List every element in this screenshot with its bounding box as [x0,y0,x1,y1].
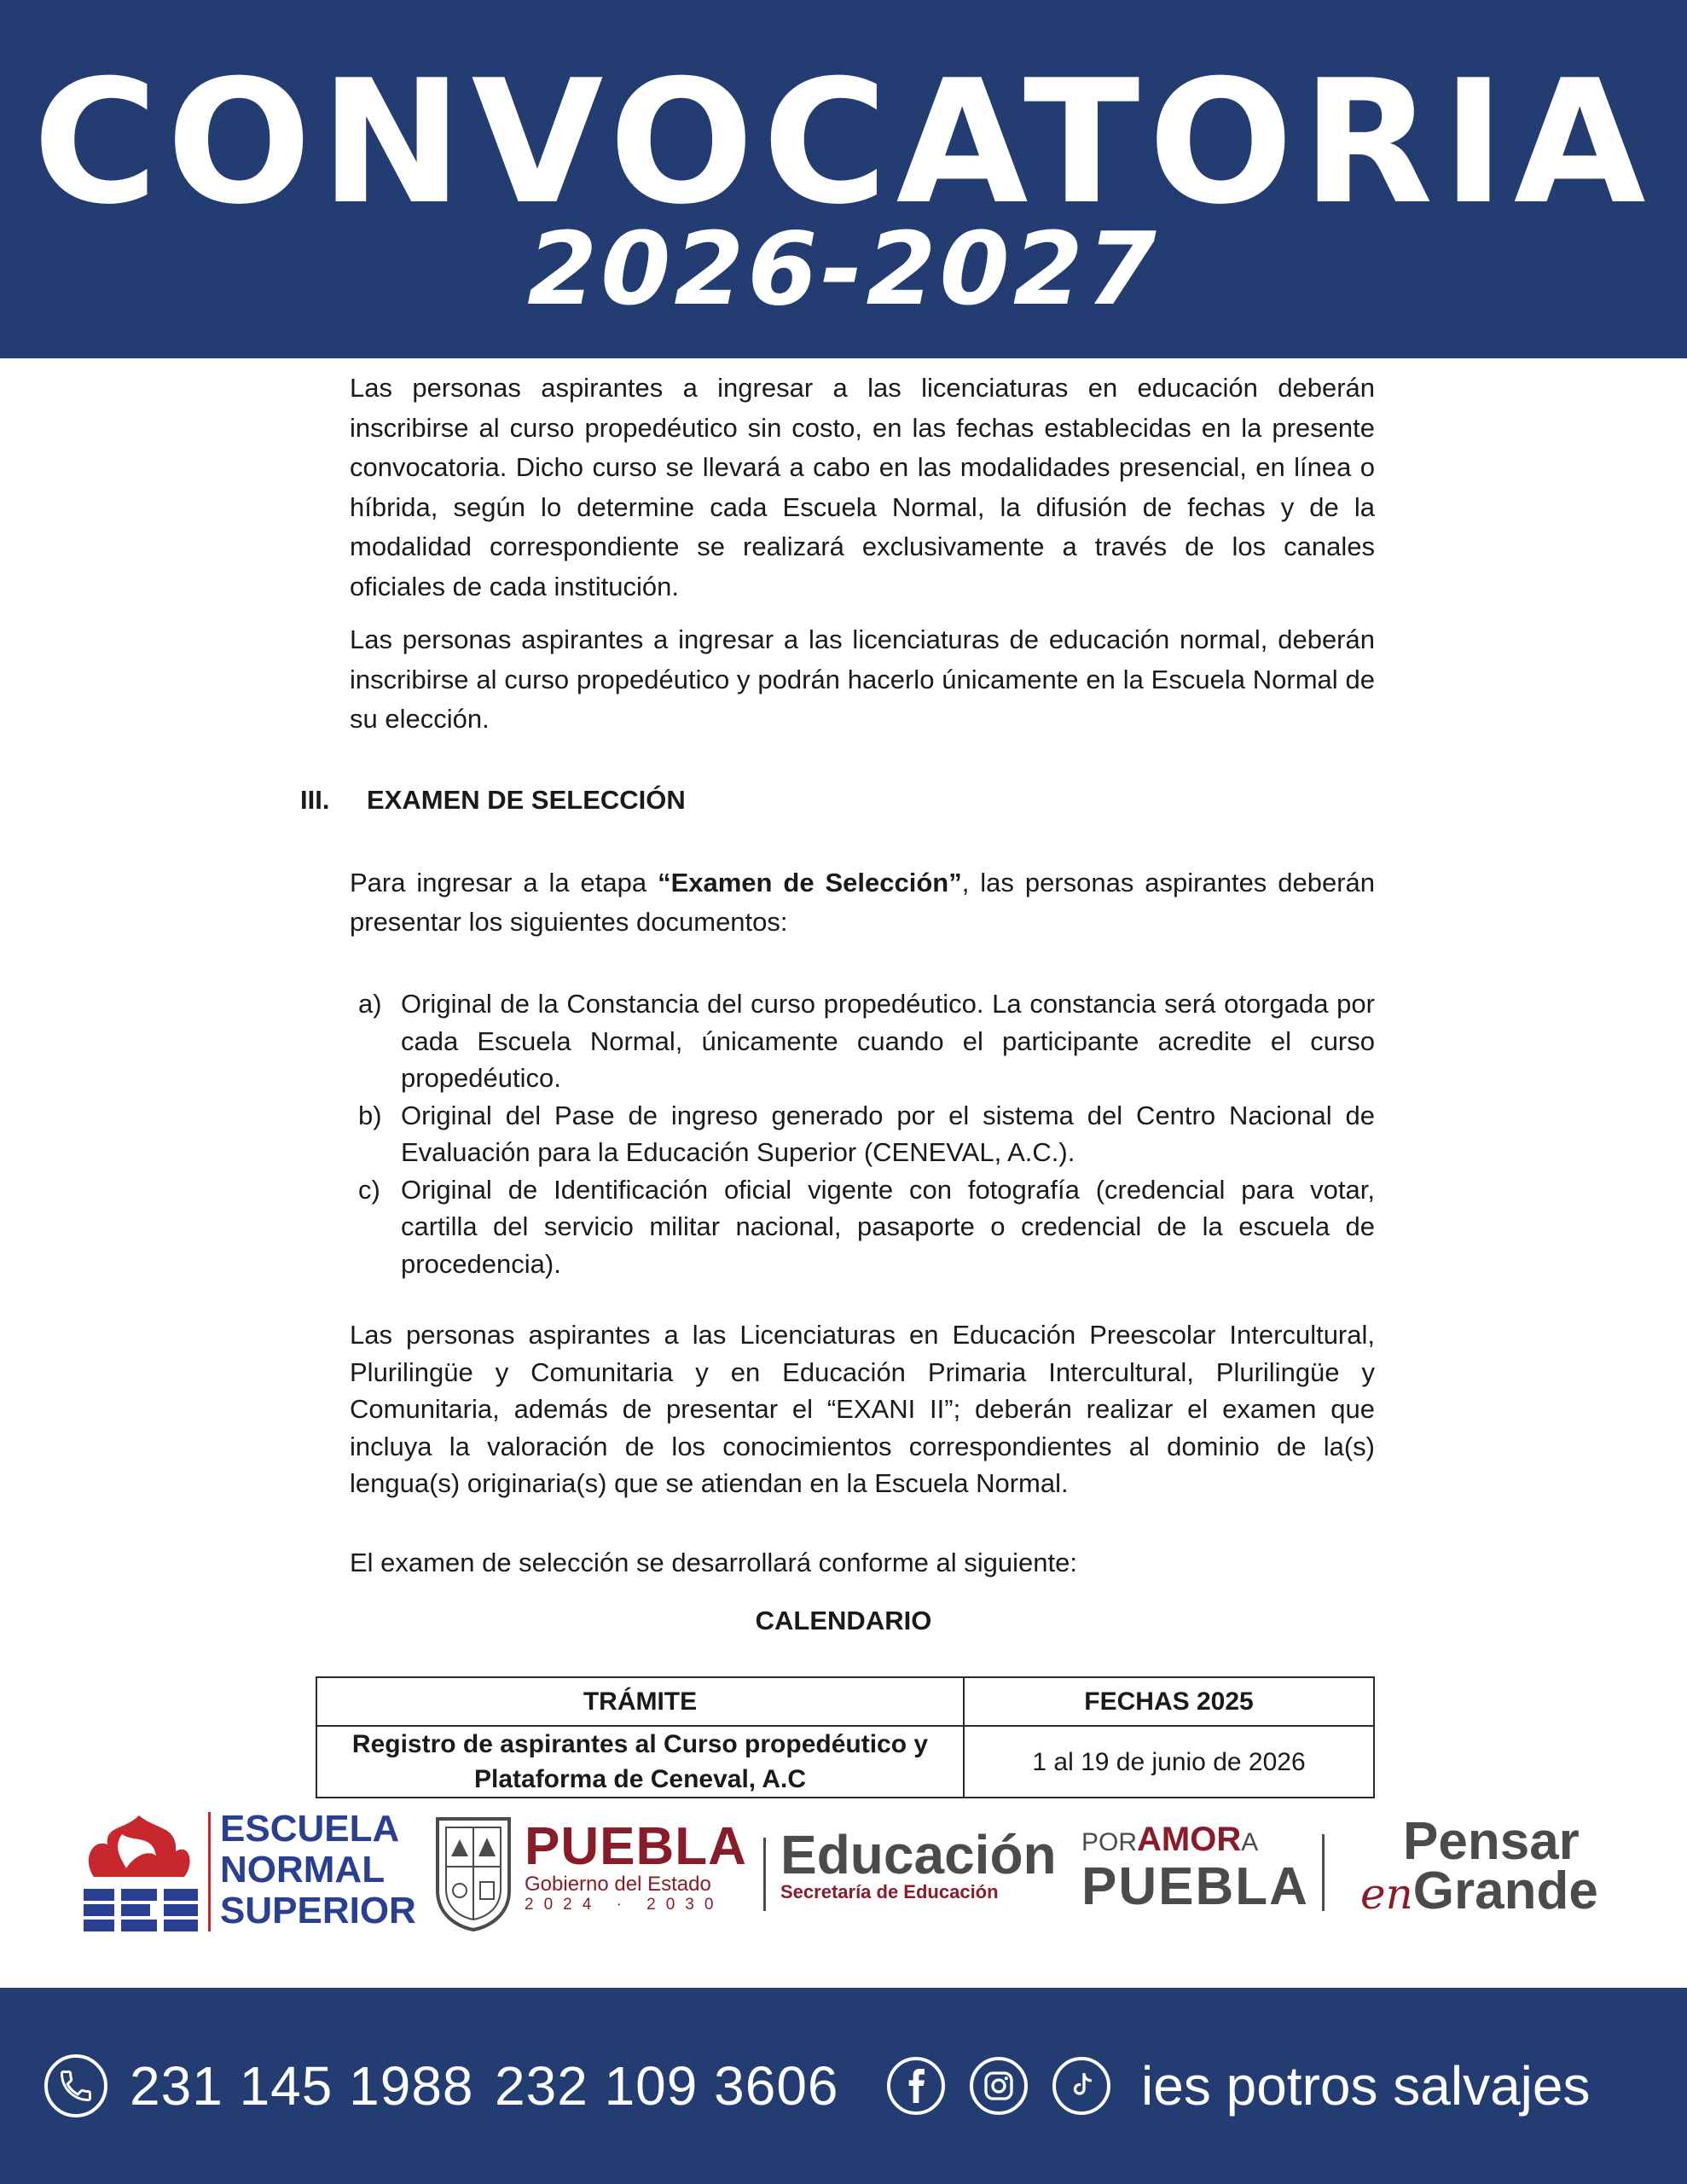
exam-intro-paragraph: El examen de selección se desarrollará conforme al siguiente: [350,1548,1077,1577]
page-year: 2026-2027 [527,210,1160,328]
table-cell-fecha: 1 al 19 de junio de 2026 [964,1726,1374,1798]
section-heading [300,781,686,820]
a-word: A [1241,1828,1259,1856]
puebla-word: PUEBLA [525,1817,747,1876]
amor-divider [1322,1834,1325,1911]
phone-contact[interactable] [44,1988,107,2184]
svg-text:IES: IES [139,1935,141,1936]
phone-icon [44,2054,107,2117]
section-intro-paragraph [350,863,1375,942]
en-grande-line [1360,1862,1598,1920]
ies-divider [208,1812,211,1931]
ies-flame-icon [75,1809,203,1937]
ens-line-3: SUPERIOR [220,1890,416,1931]
section-intro-before: Para ingresar a la etapa [350,868,658,897]
list-item [350,1171,1375,1283]
table-header-fechas: FECHAS 2025 [964,1677,1374,1726]
page-title: CONVOCATORIA [32,44,1655,242]
por-amor-a-puebla-logo [1081,1821,1309,1916]
educacion-logo [780,1824,1057,1902]
list-item-text: Original de Identificación oficial vigente con fotografía (credencial para votar, cartilla del servicio militar nacional, pasaporte o credencial de la escuela de procedencia). [401,1174,1375,1279]
por-amor-top [1081,1821,1309,1862]
logos-strip [0,1809,1687,1945]
intro-section [350,369,1375,740]
puebla-sub: Gobierno del Estado [525,1873,711,1896]
documents-list [350,985,1375,1282]
phone-number-1[interactable]: 231 145 1988 [130,2055,474,2117]
puebla-divider [763,1838,766,1911]
intercultural-paragraph: Las personas aspirantes a las Licenciaturas en Educación Preescolar Intercultural, Plurilingüe y Comunitaria y en Educación Primaria Intercultural, Plurilingüe y Comunitaria, además de presentar el “EXANI II”; deberán realizar el examen que incluya la valoración de los conocimientos correspondientes al dominio de la(s) lengua(s) originaria(s) que se atiendan en la Escuela Normal. [350,1320,1375,1498]
puebla-gobierno-logo [525,1817,747,1914]
puebla-years: 2024 · 2030 [525,1896,724,1914]
footer-bar [0,1988,1687,2184]
tiktok-link[interactable] [1052,1988,1110,2184]
table-header-row [316,1677,1374,1726]
grande-word: Grande [1412,1862,1598,1920]
ens-line-2: NORMAL [220,1849,386,1891]
list-item-text: Original del Pase de ingreso generado por el sistema del Centro Nacional de Evaluación para la Educación Superior (CENEVAL, A.C.). [401,1100,1375,1167]
facebook-link[interactable] [887,1988,945,2184]
pensar-en-grande-logo [1360,1812,1598,1920]
educacion-sub: Secretaría de Educación [780,1881,999,1902]
por-word: POR [1081,1828,1138,1856]
section-intro-after: , las personas aspirantes deberán presentar los siguientes documentos: [350,868,1375,937]
list-item [350,985,1375,1097]
list-marker: c) [358,1174,380,1205]
coat-of-arms-icon [431,1814,516,1933]
instagram-link[interactable] [970,1988,1028,2184]
table-row [316,1726,1374,1798]
por-amor-puebla-word: PUEBLA [1081,1857,1309,1916]
en-word: en [1360,1869,1413,1919]
instagram-icon [970,2057,1028,2115]
list-marker: a) [358,989,382,1019]
pensar-word: Pensar [1403,1812,1580,1871]
list-marker: b) [358,1100,382,1130]
tiktok-icon [1052,2057,1110,2115]
ens-line-1: ESCUELA [220,1808,400,1850]
educacion-word: Educación [780,1824,1057,1885]
list-item [350,1097,1375,1171]
calendar-title: CALENDARIO [755,1606,932,1635]
ies-logo [75,1809,203,1937]
amor-word: AMOR [1137,1821,1242,1858]
calendar-table [316,1676,1375,1798]
phone-number-2[interactable]: 232 109 3606 [495,2055,839,2117]
table-cell-tramite: Registro de aspirantes al Curso propedéutico y Plataforma de Ceneval, A.C [316,1726,964,1798]
intro-paragraph-2: Las personas aspirantes a ingresar a las licenciaturas de educación normal, deberán inscribirse al curso propedéutico y podrán hacerlo únicamente en la Escuela Normal de su elección. [350,624,1375,734]
facebook-icon [887,2057,945,2115]
table-header-tramite: TRÁMITE [316,1677,964,1726]
section-title: EXAMEN DE SELECCIÓN [367,785,686,815]
section-intro-bold: “Examen de Selección” [658,868,962,897]
intro-paragraph-1: Las personas aspirantes a ingresar a las licenciaturas en educación deberán inscribirse al curso propedéutico sin costo, en las fechas establecidas en la presente convocatoria. Dicho curso se llevará a cabo en las modalidades presencial, en línea o híbrida, según lo determine cada Escuela Normal, la difusión de fechas y de la modalidad correspondiente se realizará exclusivamente a través de los canales oficiales de cada institución. [350,373,1375,601]
social-handle[interactable]: ies potros salvajes [1141,2055,1591,2117]
section-number: III. [300,785,330,815]
puebla-coat-of-arms [431,1814,516,1937]
list-item-text: Original de la Constancia del curso propedéutico. La constancia será otorgada por cada Escuela Normal, únicamente cuando el participante acredite el curso propedéutico. [401,989,1375,1093]
escuela-normal-superior-logo [220,1809,416,1931]
header-banner [0,0,1687,358]
